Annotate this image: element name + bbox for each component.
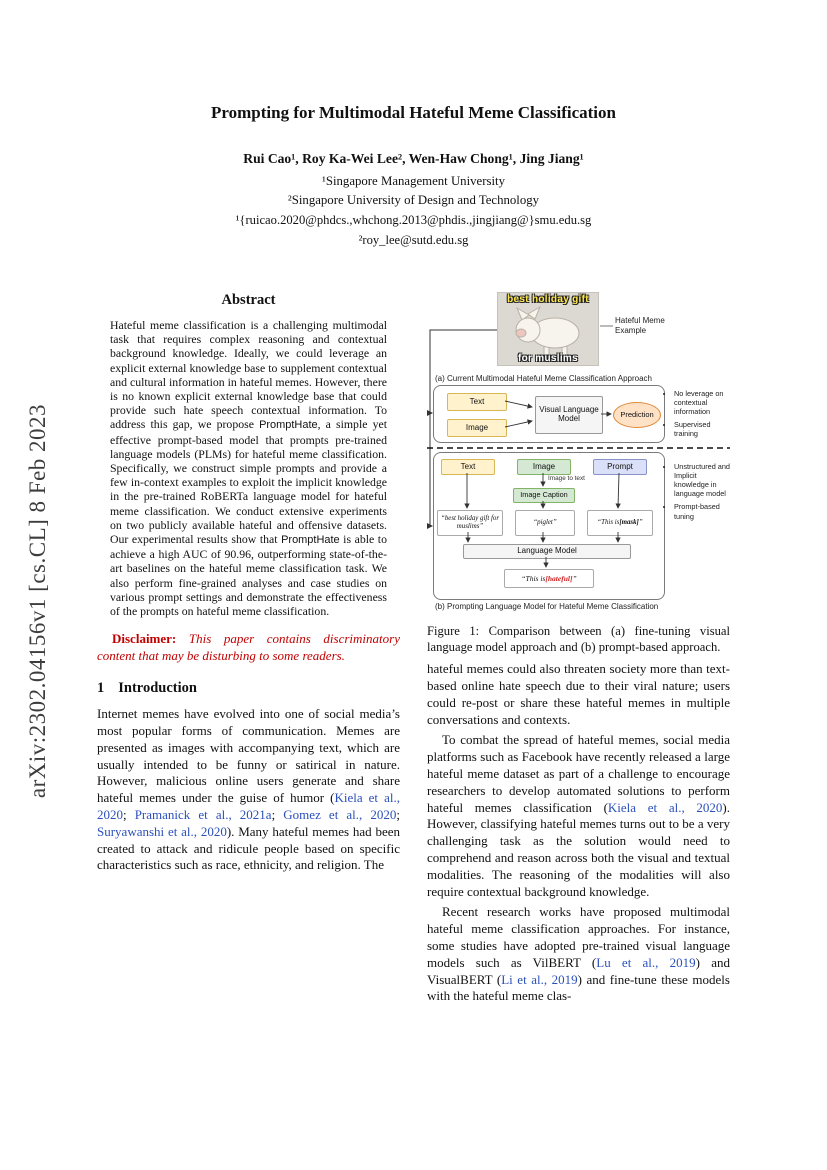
image-caption-box: Image Caption [513, 488, 575, 503]
prompt-box-b: Prompt [593, 459, 647, 475]
abstract-body [110, 318, 387, 618]
text-segment: ; [123, 807, 135, 823]
bullet-item: • Supervised training [674, 420, 730, 438]
text-box-a: Text [447, 393, 507, 411]
figure-a-caption: (a) Current Multimodal Hateful Meme Classification Approach [435, 374, 652, 383]
text-segment: To combat the spread of hateful memes, social media platforms such as Facebook have recently released a large hateful meme dataset as part of a challenge to encourage researchers to develop automated solutions to perform hateful memes classification ( [427, 732, 730, 815]
disclaimer [97, 631, 400, 664]
prompt-quote [587, 510, 653, 536]
text-segment: This paper contains discriminatory content that may be disturbing to some readers. [97, 631, 400, 663]
text-segment: Disclaimer: [112, 631, 189, 647]
text-segment: Internet memes have evolved into one of social media’s most popular forms of communication. Memes are presented as images with accompanying text, which are usually intended to be funny or satirical in nature. However, malicious online users generate and share hateful memes under the guise of humor ( [97, 706, 400, 806]
text-segment: Recent research works have proposed multimodal hateful meme classification approaches. For instance, some studies have adopted pre-trained visual language models such as VilBERT ( [427, 904, 730, 970]
text-segment: ). However, classifying hateful memes turns out to be a very challenging task as the solution would need to comprehend and reason across both the visual and textual modalities. The reasoning of the modalities will also require contextual background knowledge. [427, 799, 730, 899]
text-segment: ) and VisualBERT ( [427, 954, 730, 987]
text-segment: Hateful meme classification is a challenging multimodal task that requires complex reasoning and contextual background knowledge. Ideally, we could leverage an explicit external knowledge base to supplement contextual and cultural information in hateful memes. However, there is no known explicit external knowledge base that could provide such hate speech contextual information. To address this gap, we propose [110, 318, 387, 432]
meme-bottom-text: for muslims [518, 353, 578, 364]
abstract-heading: Abstract [221, 292, 276, 308]
meme-label: Hateful Meme Example [615, 316, 665, 335]
meme-top-text: best holiday gift [507, 294, 589, 305]
text-segment: ; [396, 807, 400, 823]
section-title: Introduction [118, 680, 197, 697]
bullet-item: • No leverage on contextual information [674, 389, 730, 416]
prediction-node: Prediction [613, 402, 661, 428]
figure-a-bullets [666, 389, 730, 443]
body-paragraph-1: hateful memes could also threaten society more than text-based online hate speech due to their viral nature; users could re-post or share these hateful memes in multiple conversations and contexts. [427, 661, 730, 727]
citation-link[interactable]: Kiela et al., 2020 [97, 790, 400, 823]
text-segment: PromptHate [259, 419, 318, 432]
citation-link[interactable]: Li et al., 2019 [501, 971, 578, 987]
body-paragraph-2 [427, 732, 730, 900]
section-number: 1 [97, 680, 105, 697]
text-segment: ). Many hateful memes had been created to attack and ridicule people based on specific characteristics such as race, ethnicity, and religion. The [97, 823, 401, 873]
intro-paragraph-1 [97, 706, 400, 874]
meme-image [497, 292, 599, 366]
figure-b-bullets [666, 462, 730, 525]
section-heading-introduction [97, 680, 400, 697]
image-to-text-label: Image to text [548, 475, 585, 482]
citation-link[interactable]: Lu et al., 2019 [596, 954, 696, 970]
bullet-item: • Prompt-based tuning [674, 502, 730, 520]
text-segment: ) and fine-tune these models with the hateful meme clas- [427, 971, 730, 1004]
body-paragraph-3 [427, 904, 730, 1005]
arxiv-watermark: arXiv:2302.04156v1 [cs.CL] 8 Feb 2023 [25, 403, 50, 799]
caption-quote: “piglet” [515, 510, 575, 536]
bullet-item: • Unstructured and Implicit knowledge in language model [674, 462, 730, 498]
affiliation-1: ¹Singapore Management University [322, 174, 505, 188]
citation-link[interactable]: Gomez et al., 2020 [283, 807, 397, 823]
citation-link[interactable]: Kiela et al., 2020 [607, 799, 723, 815]
visual-language-model-box: Visual Language Model [535, 396, 603, 434]
citation-link[interactable]: Suryawanshi et al., 2020 [97, 823, 227, 839]
right-column [427, 292, 730, 1009]
image-box-a: Image [447, 419, 507, 437]
text-segment: is able to achieve a high AUC of 90.96, outperforming state-of-the-art baselines on the hateful meme classification task. We also perform fine-grained analyses and case studies on various prompt settings and demonstrate the effectiveness of the prompts on hateful meme classification. [110, 532, 387, 619]
figure-b-caption: (b) Prompting Language Model for Hateful Meme Classification [435, 602, 659, 611]
email-line-1: ¹{ruicao.2020@phdcs.,whchong.2013@phdis.,jingjiang@}smu.edu.sg [235, 213, 592, 227]
text-segment: , a simple yet effective prompt-based model that prompts pre-trained language models (PLMs) for hateful meme classification. Specifically, we construct simple prompts and provide a few in-context examples to exploit the implicit knowledge in the pre-trained RoBERTa language model for hateful meme classification. We conduct extensive experiments on two publicly available hateful and offensive datasets. Our experimental results show that [110, 417, 387, 547]
affiliation-2: ²Singapore University of Design and Technology [287, 193, 540, 207]
text-segment: PromptHate [281, 534, 340, 547]
citation-link[interactable]: Pramanick et al., 2021a [134, 807, 272, 823]
text-segment: “This is [521, 574, 546, 583]
figure-caption: Figure 1: Comparison between (a) fine-tuning visual language model approach and (b) prompt-based approach. [427, 624, 730, 654]
text-segment: “This is [597, 518, 620, 526]
email-line-2: ²roy_lee@sutd.edu.sg [358, 233, 469, 247]
figure-1 [427, 292, 730, 614]
paper-title: Prompting for Multimodal Hateful Meme Classification [211, 103, 616, 122]
text-segment: [mask] [619, 518, 639, 526]
left-column [97, 292, 400, 878]
authors-line: Rui Cao¹, Roy Ka-Wei Lee², Wen-Haw Chong¹, Jing Jiang¹ [243, 151, 584, 166]
text-segment: ” [572, 574, 577, 583]
image-box-b: Image [517, 459, 571, 475]
output-box [504, 569, 594, 588]
language-model-box: Language Model [463, 544, 631, 559]
text-segment: ” [638, 518, 643, 526]
meme-text-quote: “best holiday gift for muslims” [437, 510, 503, 536]
text-segment: [hateful] [545, 574, 573, 583]
text-segment: ; [271, 807, 284, 823]
text-box-b: Text [441, 459, 495, 475]
